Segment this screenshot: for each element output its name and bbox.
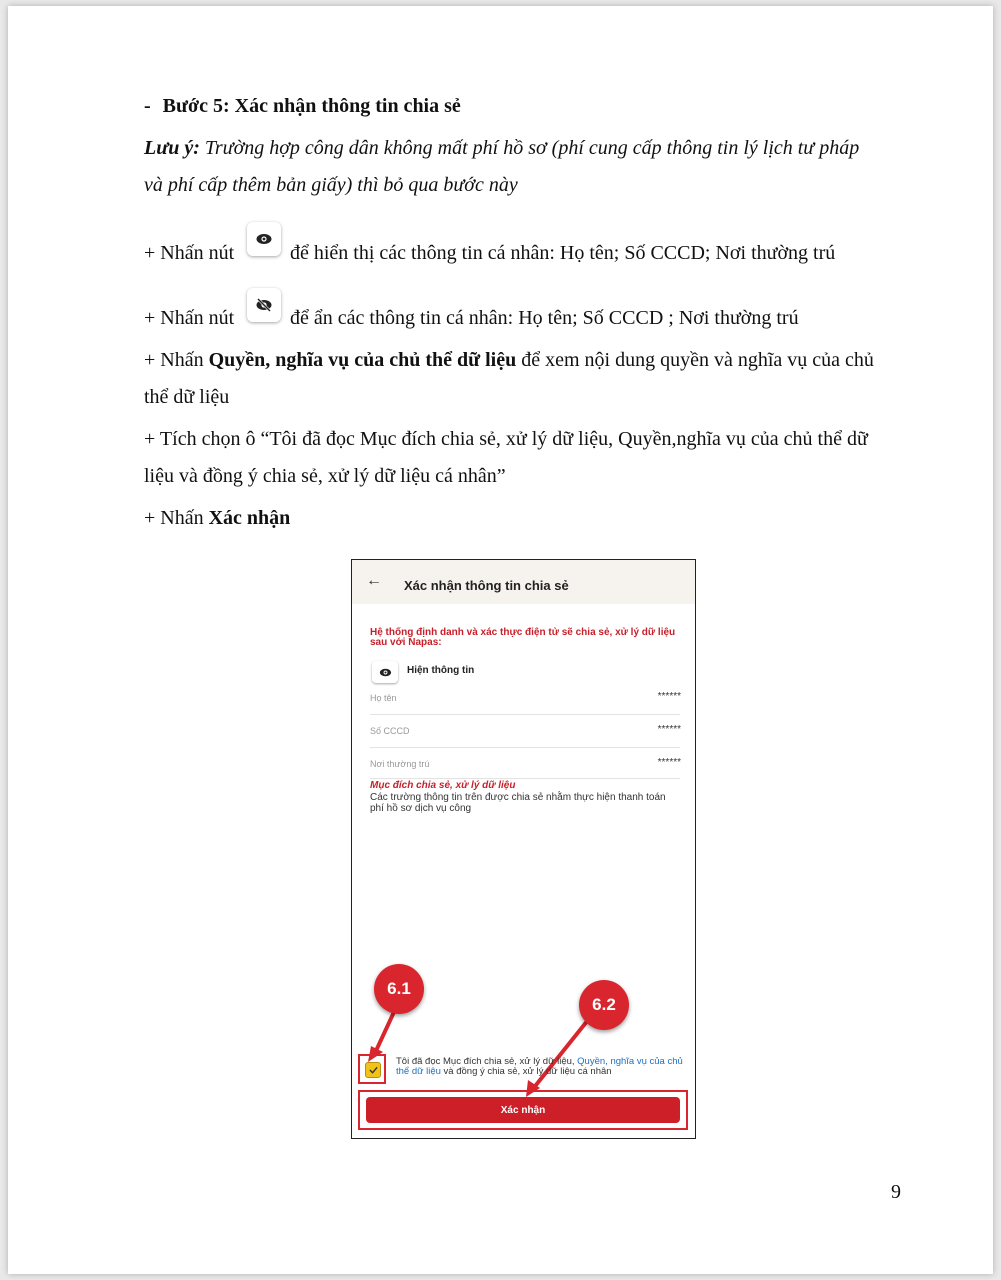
heading-dash: - xyxy=(144,95,151,117)
heading-text: Bước 5: Xác nhận thông tin chia sẻ xyxy=(162,95,461,117)
agree-text xyxy=(396,1057,686,1077)
rights-prefix: + Nhấn xyxy=(144,349,209,371)
confirm-prefix: + Nhấn xyxy=(144,507,209,529)
eye-button-image xyxy=(247,222,281,256)
field-label-name: Họ tên xyxy=(370,693,397,703)
screen-title: Xác nhận thông tin chia sẻ xyxy=(404,578,569,593)
purpose-title: Mục đích chia sẻ, xử lý dữ liệu xyxy=(370,780,516,791)
note-line-1 xyxy=(144,136,859,160)
agree-text-part1: Tôi đã đọc Mục đích chia sẻ, xử lý dữ liệu, xyxy=(396,1056,578,1067)
show-instruction-suffix: để hiển thị các thông tin cá nhân: Họ tên; Số CCCD; Nơi thường trú xyxy=(290,242,836,264)
hide-instruction-suffix: để ẩn các thông tin cá nhân: Họ tên; Số CCCD ; Nơi thường trú xyxy=(290,307,799,329)
confirm-line xyxy=(144,506,290,530)
eye-icon xyxy=(256,233,272,245)
rights-bold: Quyền, nghĩa vụ của chủ thể dữ liệu xyxy=(208,349,517,371)
field-value-name: ****** xyxy=(657,691,681,702)
eye-off-icon xyxy=(256,298,272,312)
back-arrow-icon[interactable]: ← xyxy=(366,572,382,589)
field-value-id: ****** xyxy=(657,724,681,735)
rights-suffix: để xem nội dung quyền và nghĩa vụ của chủ xyxy=(516,349,874,371)
note-text-1: Trường hợp công dân không mất phí hồ sơ (phí cung cấp thông tin lý lịch tư pháp xyxy=(204,137,860,159)
hide-instruction-prefix: + Nhấn nút xyxy=(144,307,235,329)
page-number: 9 xyxy=(891,1181,901,1203)
badge-6-1: 6.1 xyxy=(374,964,424,1014)
purpose-text: Các trường thông tin trên được chia sẻ nhằm thực hiện thanh toán phí hồ sơ dịch vụ công xyxy=(370,792,666,814)
show-instruction-prefix: + Nhấn nút xyxy=(144,242,235,264)
confirm-bold: Xác nhận xyxy=(208,507,291,529)
agree-checkbox[interactable] xyxy=(365,1062,381,1078)
field-value-residence: ****** xyxy=(657,757,681,768)
rights-link[interactable]: Quyền, nghĩa vụ của chủ thể dữ liệu xyxy=(396,1056,683,1077)
show-info-label: Hiện thông tin xyxy=(407,665,475,676)
annotation-arrows xyxy=(352,560,695,1138)
checkbox-highlight xyxy=(358,1054,386,1084)
arrow-6-2-line xyxy=(532,1015,592,1090)
rights-line-1 xyxy=(144,348,874,372)
tick-line-1: + Tích chọn ô “Tôi đã đọc Mục đích chia sẻ, xử lý dữ liệu, Quyền,nghĩa vụ của chủ thể dữ xyxy=(144,428,868,450)
tick-line-2: liệu và đồng ý chia sẻ, xử lý dữ liệu cá nhân” xyxy=(144,465,506,487)
phone-screenshot xyxy=(351,559,696,1139)
share-intro: Hệ thống định danh và xác thực điện tử sẽ chia sẻ, xử lý dữ liệu sau với Napas: xyxy=(370,627,676,648)
eye-off-button-image xyxy=(247,288,281,322)
agree-text-part2: và đồng ý chia sẻ, xử lý dữ liệu cá nhân xyxy=(440,1066,612,1077)
field-label-id: Số CCCD xyxy=(370,726,410,736)
confirm-button-highlight xyxy=(358,1090,688,1130)
rights-line-2: thể dữ liệu xyxy=(144,386,230,408)
note-label: Lưu ý: xyxy=(144,137,200,159)
field-label-residence: Nơi thường trú xyxy=(370,759,430,769)
step-heading xyxy=(144,94,461,118)
arrow-6-1-line xyxy=(375,1012,394,1053)
badge-6-2: 6.2 xyxy=(579,980,629,1030)
confirm-button[interactable]: Xác nhận xyxy=(366,1097,680,1123)
checkmark-icon xyxy=(369,1066,378,1074)
note-line-2: và phí cấp thêm bản giấy) thì bỏ qua bước này xyxy=(144,174,518,196)
